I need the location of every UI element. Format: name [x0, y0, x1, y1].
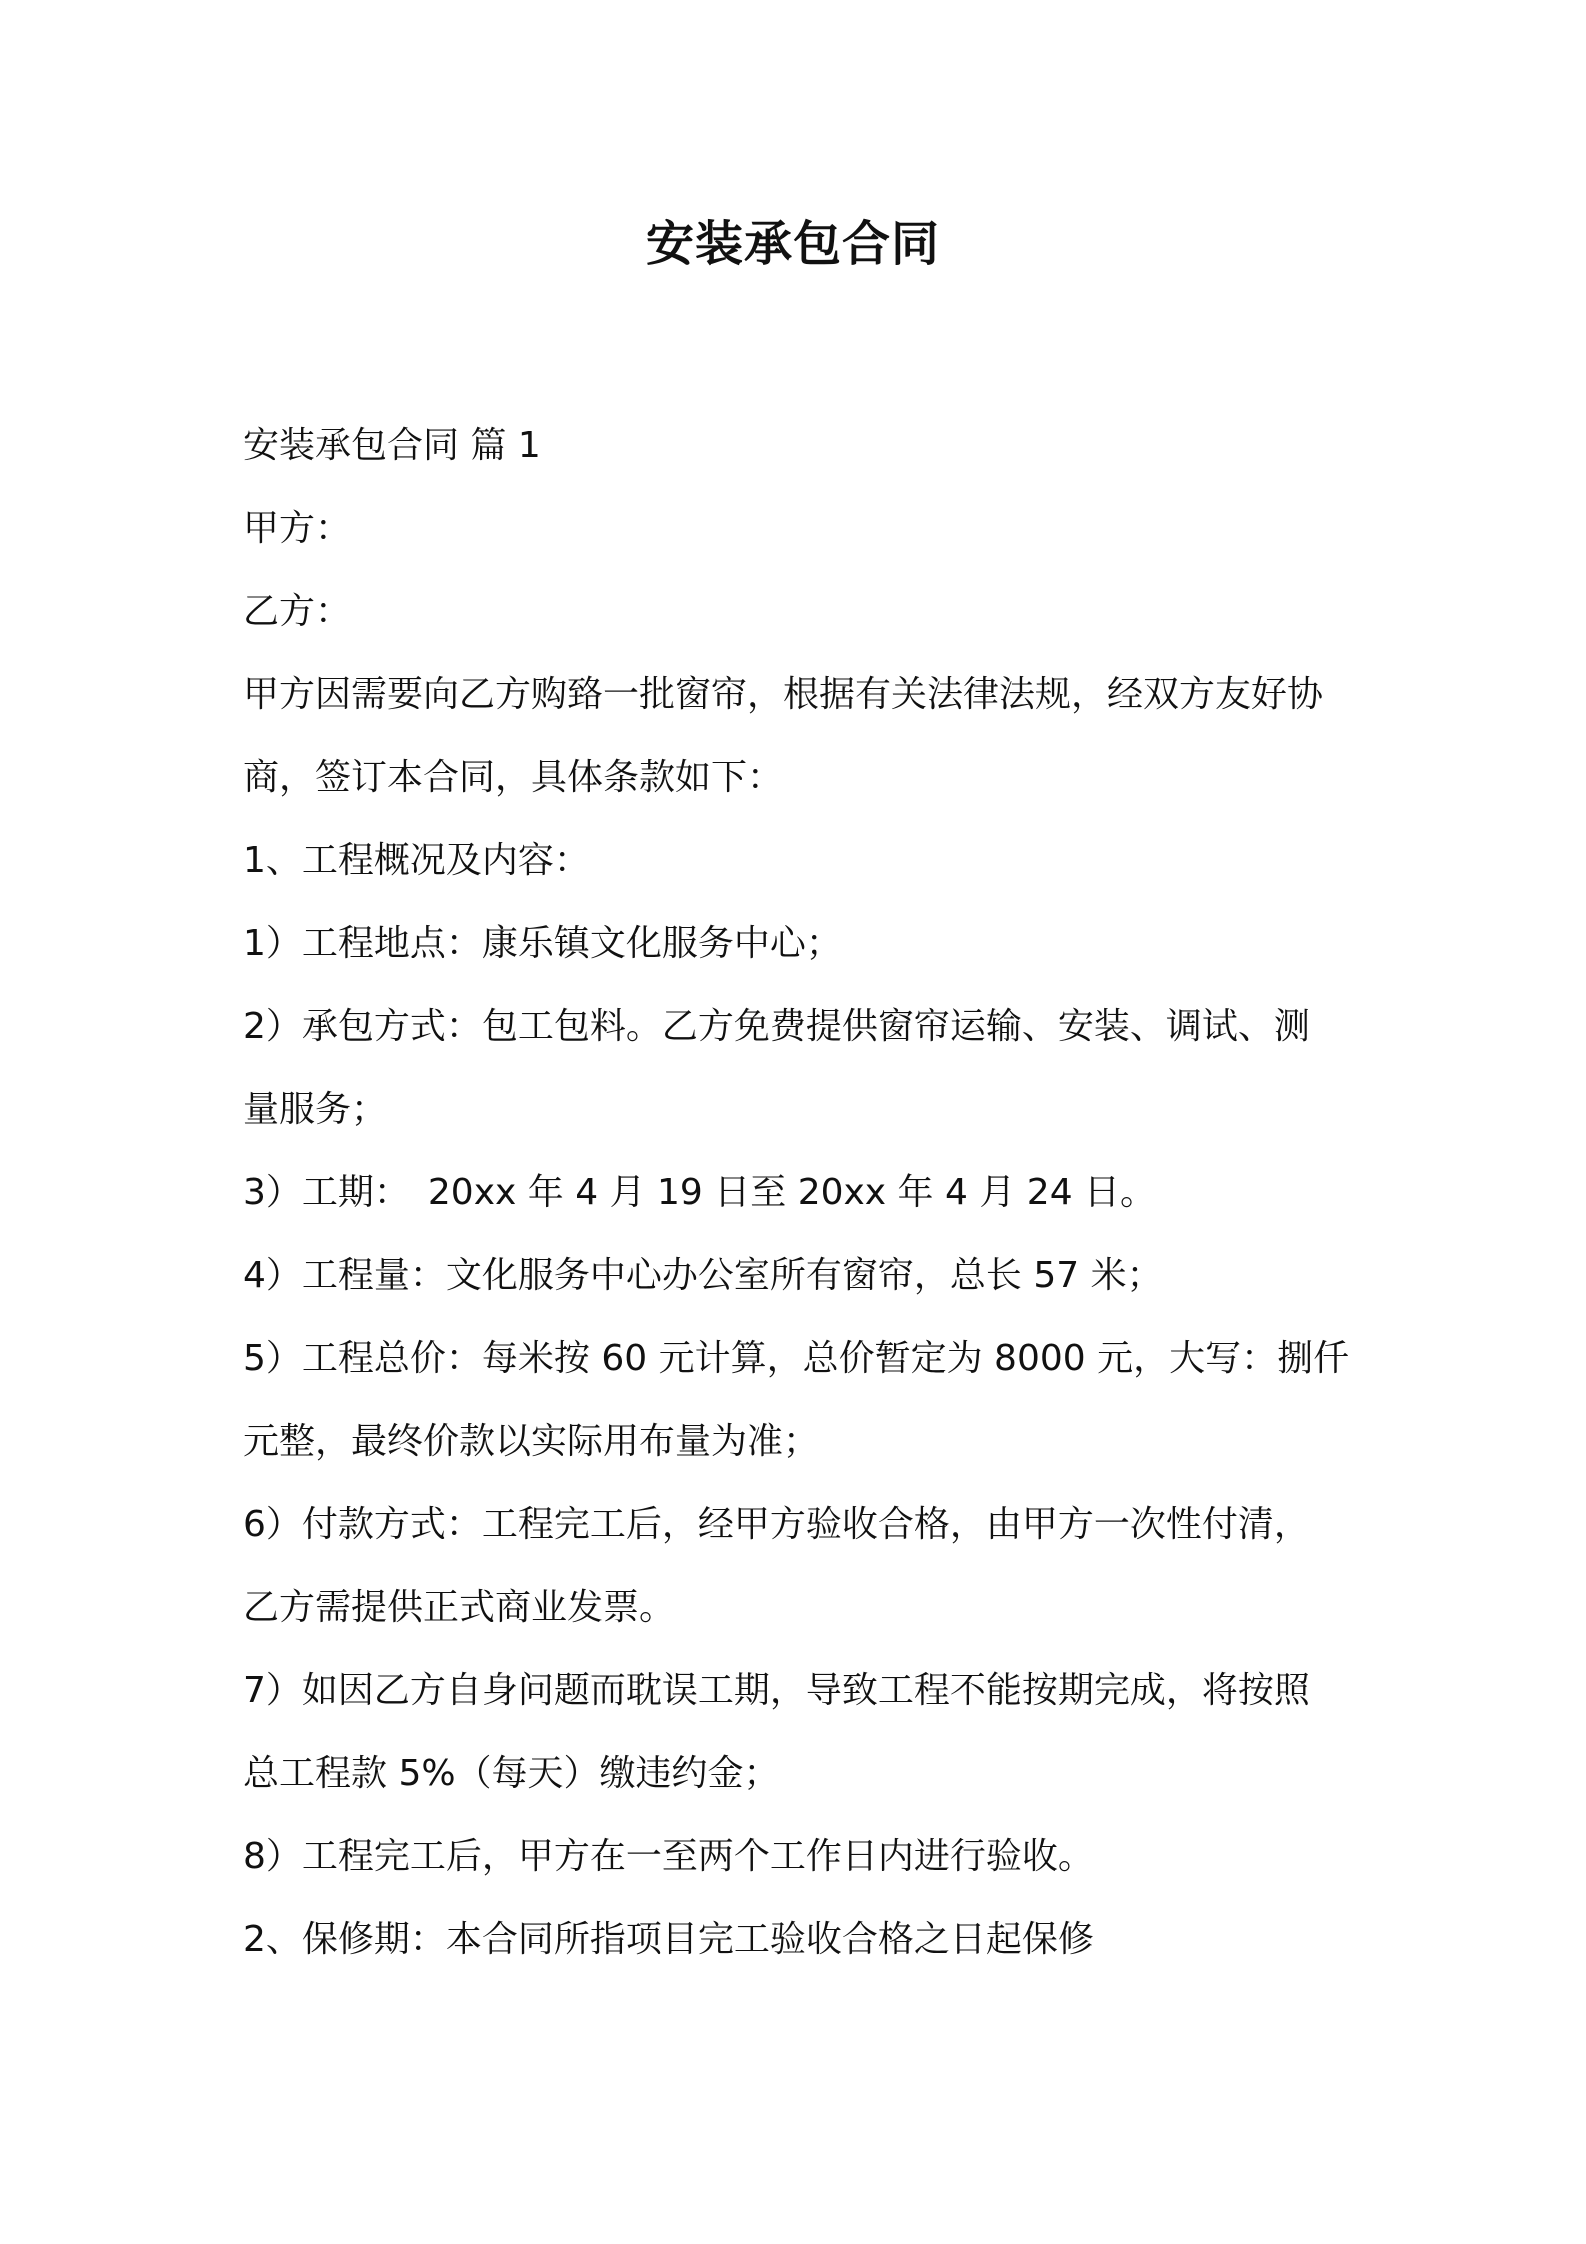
clause-item: 2）承包方式：包工包料。乙方免费提供窗帘运输、安装、调试、测: [243, 1006, 1310, 1047]
document-body: [243, 404, 1353, 1981]
clause-item: 5）工程总价：每米按 60 元计算，总价暂定为 8000 元，大写：捌仟: [243, 1338, 1350, 1379]
body-text-line: 甲方因需要向乙方购臵一批窗帘，根据有关法律法规，经双方友好协: [243, 674, 1324, 715]
clause-item: 1）工程地点：康乐镇文化服务中心；: [243, 923, 842, 964]
clause-item: 8）工程完工后，甲方在一至两个工作日内进行验收。: [243, 1836, 1094, 1877]
party-b-line: 乙方：: [243, 591, 352, 632]
clause-item: 7）如因乙方自身问题而耽误工期，导致工程不能按期完成，将按照: [243, 1670, 1310, 1711]
clause-item: 6）付款方式：工程完工后，经甲方验收合格，由甲方一次性付清，: [243, 1504, 1310, 1545]
section-heading: 安装承包合同 篇 1: [243, 425, 541, 466]
document-title: 安装承包合同: [645, 216, 940, 272]
clause-item: 4）工程量：文化服务中心办公室所有窗帘，总长 57 米；: [243, 1255, 1163, 1296]
clause-item-continued: 量服务；: [243, 1089, 388, 1130]
clause-item-continued: 总工程款 5%（每天）缴违约金；: [243, 1753, 780, 1794]
clause-heading: 1、工程概况及内容：: [243, 840, 590, 881]
clause-heading: 2、保修期：本合同所指项目完工验收合格之日起保修: [243, 1919, 1094, 1960]
clause-item-continued: 乙方需提供正式商业发票。: [243, 1587, 676, 1628]
body-text-line: 商，签订本合同，具体条款如下：: [243, 757, 784, 798]
party-a-line: 甲方：: [243, 508, 352, 549]
clause-item: 3）工期： 20xx 年 4 月 19 日至 20xx 年 4 月 24 日。: [243, 1172, 1157, 1213]
clause-item-continued: 元整，最终价款以实际用布量为准；: [243, 1421, 820, 1462]
